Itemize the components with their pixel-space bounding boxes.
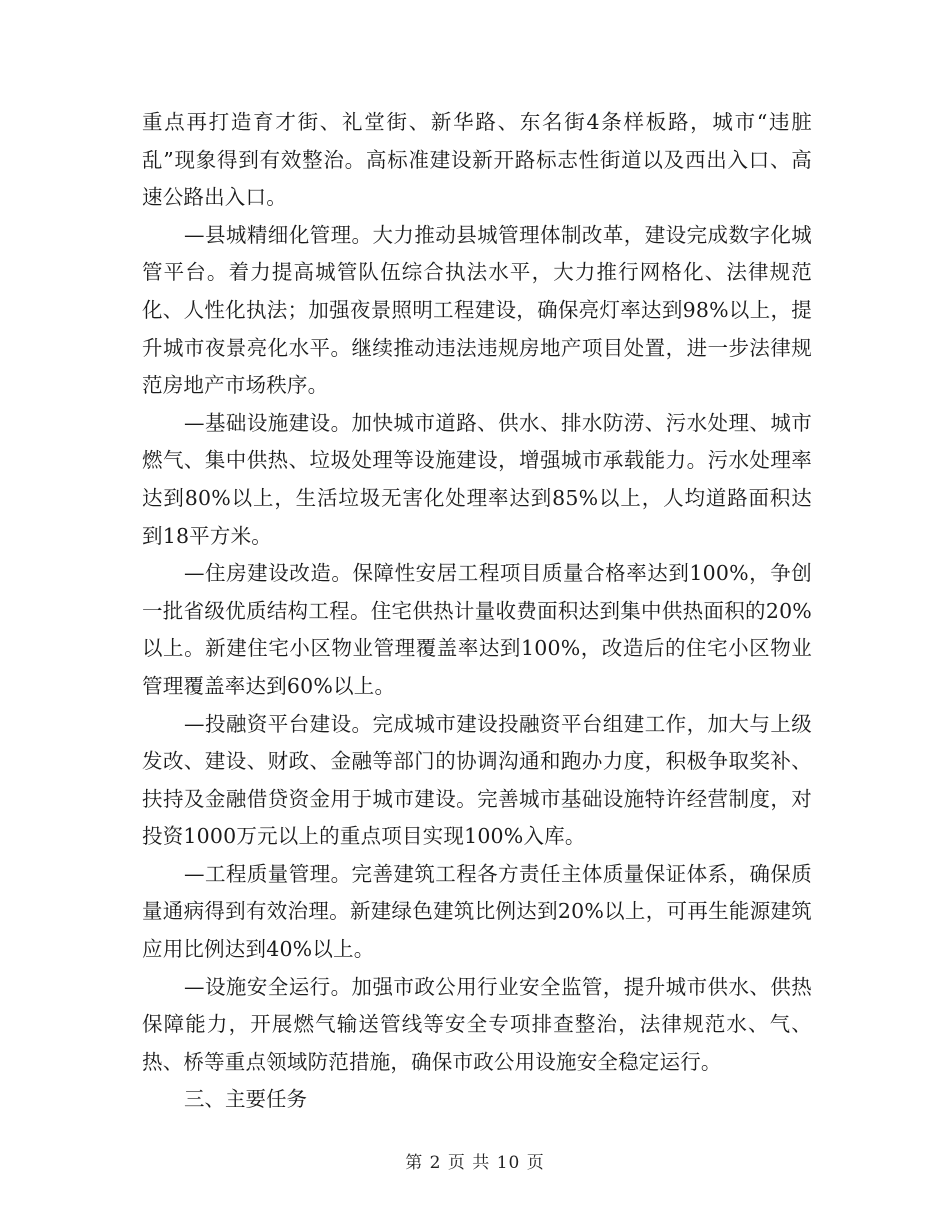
paragraph-1: 重点再打造育才街、礼堂街、新华路、东名街4条样板路，城市“违脏乱”现象得到有效整治。高标准建设新开路标志性街道以及西出入口、高速公路出入口。 xyxy=(142,110,812,210)
paragraph-4: —住房建设改造。保障性安居工程项目质量合格率达到100%，争创一批省级优质结构工程。住宅供热计量收费面积达到集中供热面积的20%以上。新建住宅小区物业管理覆盖率达到100%，改造后的住宅小区物业管理覆盖率达到60%以上。 xyxy=(142,561,812,698)
paragraph-3: —基础设施建设。加快城市道路、供水、排水防涝、污水处理、城市燃气、集中供热、垃圾处理等设施建设，增强城市承载能力。污水处理率达到80%以上，生活垃圾无害化处理率达到85%以上，人均道路面积达到18平方米。 xyxy=(142,410,812,548)
paragraph-7: —设施安全运行。加强市政公用行业安全监管，提升城市供水、供热保障能力，开展燃气输送管线等安全专项排查整治，法律规范水、气、热、桥等重点领域防范措施，确保市政公用设施安全稳定运行。 xyxy=(142,974,812,1074)
paragraph-5: —投融资平台建设。完成城市建设投融资平台组建工作，加大与上级发改、建设、财政、金融等部门的协调沟通和跑办力度，积极争取奖补、扶持及金融借贷资金用于城市建设。完善城市基础设施特许经营制度，对投资1000万元以上的重点项目实现100%入库。 xyxy=(142,711,812,849)
page-footer: 第 2 页 共 10 页 xyxy=(405,1153,545,1173)
paragraph-6: —工程质量管理。完善建筑工程各方责任主体质量保证体系，确保质量通病得到有效治理。新建绿色建筑比例达到20%以上，可再生能源建筑应用比例达到40%以上。 xyxy=(142,861,812,962)
paragraph-2: —县城精细化管理。大力推动县城管理体制改革，建设完成数字化城管平台。着力提高城管队伍综合执法水平，大力推行网格化、法律规范化、人性化执法；加强夜景照明工程建设，确保亮灯率达到98%以上，提升城市夜景亮化水平。继续推动违法违规房地产项目处置，进一步法律规范房地产市场秩序。 xyxy=(142,222,812,398)
document-body xyxy=(142,104,812,1119)
section-heading: 三、主要任务 xyxy=(184,1087,307,1112)
